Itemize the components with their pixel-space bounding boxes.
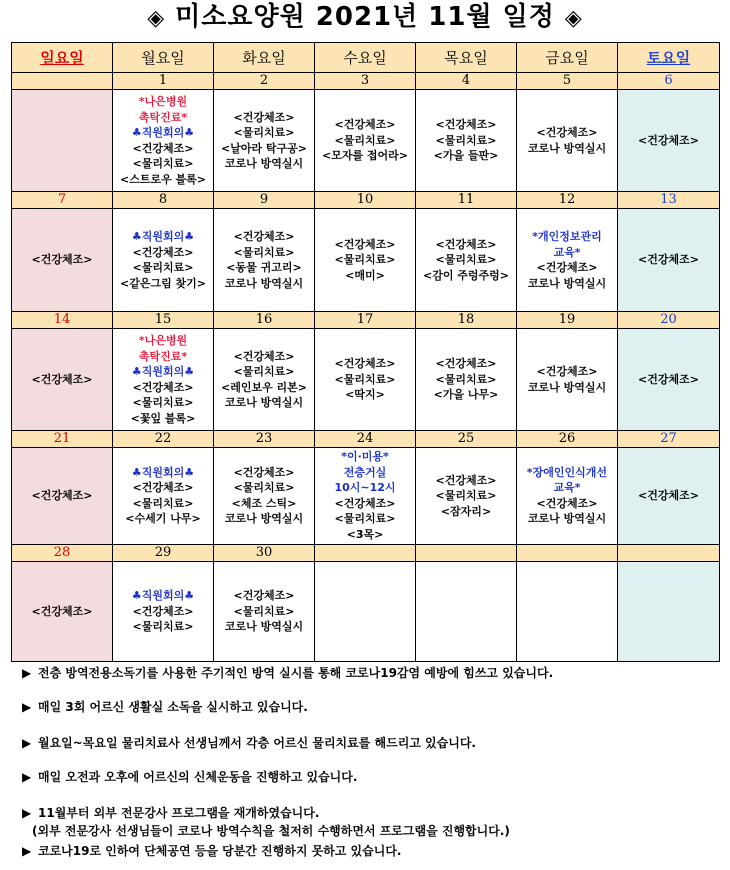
weekday-tuesday: 화요일 (214, 43, 315, 73)
date-number: 19 (517, 311, 618, 328)
date-number: 30 (214, 544, 315, 561)
date-number: 9 (214, 192, 315, 209)
day-cell (113, 90, 214, 192)
date-number: 10 (315, 192, 416, 209)
day-cell (315, 448, 416, 544)
schedule-item: <체조 스틱> (231, 496, 297, 510)
schedule-item: <물리치료> (132, 157, 194, 171)
schedule-item: <물리치료> (132, 396, 194, 409)
page-title (0, 0, 730, 34)
schedule-item: <건강체조> (334, 118, 396, 132)
schedule-item: <물리치료> (435, 489, 497, 503)
schedule-item: <레인보우 리본> (220, 380, 308, 394)
weekday-thursday: 목요일 (416, 43, 517, 73)
weekday-header-row (12, 43, 720, 73)
schedule-item: <물리치료> (334, 133, 396, 147)
date-number (12, 73, 113, 90)
schedule-item: <건강체조> (435, 237, 497, 251)
schedule-item: 촉탁진료* (138, 110, 188, 124)
day-cell (416, 448, 517, 544)
schedule-item: <건강체조> (31, 604, 93, 618)
schedule-item: <건강체조> (233, 465, 295, 479)
date-number: 25 (416, 431, 517, 448)
schedule-item: 코로나 방역실시 (224, 620, 304, 634)
date-number: 18 (416, 311, 517, 328)
date-number: 27 (618, 431, 720, 448)
day-cell (12, 209, 113, 311)
schedule-item: 전층거실 (343, 465, 387, 479)
schedule-item: <건강체조> (334, 357, 396, 371)
date-number: 5 (517, 73, 618, 90)
note-item (22, 768, 357, 785)
schedule-item: 코로나 방역실시 (527, 380, 607, 394)
schedule-item: <건강체조> (435, 357, 497, 371)
schedule-item: <잠자리> (440, 504, 492, 518)
date-number: 1 (113, 73, 214, 90)
date-number (315, 544, 416, 561)
day-cell (214, 448, 315, 544)
day-cell (618, 561, 720, 661)
schedule-item: *이·미용* (341, 450, 389, 464)
schedule-item: <건강체조> (233, 349, 295, 363)
weekday-wednesday: 수요일 (315, 43, 416, 73)
schedule-item: 코로나 방역실시 (224, 396, 304, 409)
date-number (618, 544, 720, 561)
schedule-item: <물리치료> (334, 512, 396, 526)
schedule-item: 코로나 방역실시 (527, 276, 607, 290)
day-cell (416, 90, 517, 192)
schedule-item: <건강체조> (132, 604, 194, 618)
date-number-row (12, 73, 720, 90)
schedule-row (12, 90, 720, 192)
day-cell (517, 209, 618, 311)
day-cell (113, 209, 214, 311)
schedule-item: <건강체조> (31, 372, 93, 386)
date-number-row (12, 544, 720, 561)
date-number-row (12, 311, 720, 328)
schedule-item: <물리치료> (233, 481, 295, 495)
schedule-item: <물리치료> (233, 126, 295, 140)
schedule-item: 코로나 방역실시 (527, 512, 607, 526)
day-cell (416, 328, 517, 430)
weekday-saturday: 토요일 (618, 43, 720, 73)
day-cell (618, 448, 720, 544)
day-cell (618, 90, 720, 192)
schedule-item: 코로나 방역실시 (224, 157, 304, 171)
day-cell (214, 209, 315, 311)
arrow-icon: ▶ (22, 666, 32, 680)
schedule-row (12, 448, 720, 544)
schedule-item: <물리치료> (435, 253, 497, 267)
date-number: 13 (618, 192, 720, 209)
schedule-item: ♣직원회의♣ (131, 126, 195, 140)
schedule-item: <건강체조> (334, 237, 396, 251)
schedule-item: <건강체조> (233, 110, 295, 124)
schedule-item: <물리치료> (132, 620, 194, 634)
date-number (416, 544, 517, 561)
day-cell (12, 448, 113, 544)
schedule-item: <스트로우 블록> (119, 172, 207, 186)
day-cell (517, 561, 618, 661)
schedule-row (12, 209, 720, 311)
schedule-item: <건강체조> (233, 230, 295, 244)
arrow-icon: ▶ (22, 806, 32, 820)
schedule-item: 교육* (553, 245, 581, 259)
schedule-row (12, 561, 720, 661)
day-cell (113, 448, 214, 544)
schedule-item: <건강체조> (233, 589, 295, 603)
date-number-row (12, 192, 720, 209)
day-cell (315, 209, 416, 311)
note-text: (외부 전문강사 선생님들이 코로나 방역수칙을 철저히 수행하면서 프로그램을 진행합니다.) (32, 824, 510, 838)
schedule-item: <건강체조> (638, 253, 699, 267)
schedule-item: <모자를 접어라> (321, 149, 409, 163)
schedule-item: <건강체조> (536, 365, 598, 378)
schedule-item: 코로나 방역실시 (527, 141, 607, 155)
day-cell (12, 328, 113, 430)
date-number: 28 (12, 544, 113, 561)
schedule-item: <물리치료> (132, 496, 194, 510)
day-cell (517, 328, 618, 430)
date-number: 16 (214, 311, 315, 328)
schedule-item: <건강체조> (132, 380, 194, 394)
day-cell (618, 328, 720, 430)
schedule-item: <같은그림 찾기> (119, 276, 207, 290)
date-number: 7 (12, 192, 113, 209)
schedule-item: <건강체조> (536, 126, 598, 140)
schedule-item: <건강체조> (638, 489, 699, 503)
schedule-item: <물리치료> (435, 372, 497, 386)
schedule-row (12, 328, 720, 430)
schedule-item: <건강체조> (435, 473, 497, 487)
arrow-icon: ▶ (22, 844, 32, 858)
day-cell (517, 90, 618, 192)
date-number (517, 544, 618, 561)
date-number: 2 (214, 73, 315, 90)
arrow-icon: ▶ (22, 770, 32, 784)
schedule-item: ♣직원회의♣ (131, 365, 195, 378)
note-text: 전층 방역전용소독기를 사용한 주기적인 방역 실시를 통해 코로나19감염 예방에 힘쓰고 있습니다. (38, 666, 554, 680)
schedule-item: <건강체조> (132, 141, 194, 155)
schedule-item: <가을 나무> (433, 388, 499, 402)
date-number: 21 (12, 431, 113, 448)
note-item (22, 804, 319, 821)
weekday-friday: 금요일 (517, 43, 618, 73)
schedule-item: 코로나 방역실시 (224, 276, 304, 290)
note-item (22, 842, 402, 859)
title-text: 미소요양원 2021년 11월 일정 (175, 2, 555, 32)
note-item (22, 664, 553, 681)
schedule-item: 10시~12시 (334, 481, 396, 495)
day-cell (12, 90, 113, 192)
day-cell (214, 328, 315, 430)
note-text: 11월부터 외부 전문강사 프로그램을 재개하였습니다. (38, 806, 320, 820)
day-cell (618, 209, 720, 311)
schedule-item: 교육* (553, 481, 581, 495)
date-number: 20 (618, 311, 720, 328)
schedule-item: <건강체조> (536, 496, 598, 510)
day-cell (315, 328, 416, 430)
schedule-item: <건강체조> (536, 261, 598, 275)
note-text: 월요일~목요일 물리치료사 선생님께서 각층 어르신 물리치료를 해드리고 있습니다. (38, 736, 476, 750)
day-cell (416, 209, 517, 311)
date-number: 3 (315, 73, 416, 90)
schedule-item: 촉탁진료* (138, 349, 188, 363)
schedule-item: <건강체조> (638, 133, 699, 147)
arrow-icon: ▶ (22, 700, 32, 714)
schedule-item: ♣직원회의♣ (131, 465, 195, 479)
date-number: 22 (113, 431, 214, 448)
date-number: 14 (12, 311, 113, 328)
title-diamond-right-icon: ◈ (564, 6, 583, 31)
date-number: 23 (214, 431, 315, 448)
note-text: 매일 오전과 오후에 어르신의 신체운동을 진행하고 있습니다. (38, 770, 358, 784)
schedule-item: <건강체조> (435, 118, 497, 132)
schedule-item: <물리치료> (132, 261, 194, 275)
schedule-item: <물리치료> (233, 365, 295, 378)
arrow-icon: ▶ (22, 736, 32, 750)
schedule-item: *나은병원 (138, 334, 188, 347)
schedule-item: <물리치료> (435, 133, 497, 147)
schedule-item: ♣직원회의♣ (131, 230, 195, 244)
date-number: 15 (113, 311, 214, 328)
date-number: 11 (416, 192, 517, 209)
schedule-item: <물리치료> (334, 372, 396, 386)
day-cell (113, 561, 214, 661)
date-number: 29 (113, 544, 214, 561)
schedule-item: ♣직원회의♣ (131, 589, 195, 603)
weekday-sunday: 일요일 (12, 43, 113, 73)
schedule-item: <3목> (346, 527, 384, 541)
weekday-monday: 월요일 (113, 43, 214, 73)
calendar-table (11, 42, 720, 662)
day-cell (416, 561, 517, 661)
date-number: 4 (416, 73, 517, 90)
schedule-item: <물리치료> (334, 253, 396, 267)
note-text: 코로나19로 인하여 단체공연 등을 당분간 진행하지 못하고 있습니다. (38, 844, 402, 858)
schedule-item: <딱지> (345, 388, 385, 402)
schedule-item: *장애인인식개선 (526, 465, 608, 479)
title-diamond-left-icon: ◈ (147, 6, 166, 31)
date-number: 24 (315, 431, 416, 448)
day-cell (214, 561, 315, 661)
schedule-item: <건강체조> (132, 481, 194, 495)
day-cell (517, 448, 618, 544)
note-text: 매일 3회 어르신 생활실 소독을 실시하고 있습니다. (38, 700, 308, 714)
schedule-item: *나은병원 (138, 95, 188, 109)
schedule-item: <물리치료> (233, 604, 295, 618)
note-item (22, 734, 476, 751)
schedule-item: <동물 귀고리> (226, 261, 302, 275)
date-number-row (12, 431, 720, 448)
schedule-item: <건강체조> (638, 372, 699, 386)
schedule-item: <꽃잎 블록> (130, 411, 196, 425)
schedule-item: <건강체조> (31, 253, 93, 267)
day-cell (214, 90, 315, 192)
date-number: 6 (618, 73, 720, 90)
schedule-item: <감이 주렁주렁> (422, 268, 510, 282)
schedule-item: 코로나 방역실시 (224, 512, 304, 526)
schedule-item: <수세기 나무> (125, 512, 201, 526)
day-cell (315, 561, 416, 661)
schedule-item: <물리치료> (233, 245, 295, 259)
date-number: 17 (315, 311, 416, 328)
schedule-item: <가을 들판> (433, 149, 499, 163)
day-cell (113, 328, 214, 430)
schedule-item: <건강체조> (334, 496, 396, 510)
day-cell (315, 90, 416, 192)
schedule-item: <건강체조> (31, 489, 93, 503)
date-number: 8 (113, 192, 214, 209)
day-cell (12, 561, 113, 661)
date-number: 26 (517, 431, 618, 448)
schedule-item: *개인정보관리 (532, 230, 602, 244)
schedule-item: <매미> (345, 268, 385, 282)
note-item (22, 698, 308, 715)
schedule-item: <건강체조> (132, 245, 194, 259)
date-number: 12 (517, 192, 618, 209)
schedule-item: <날아라 탁구공> (220, 141, 308, 155)
note-item (32, 822, 510, 839)
